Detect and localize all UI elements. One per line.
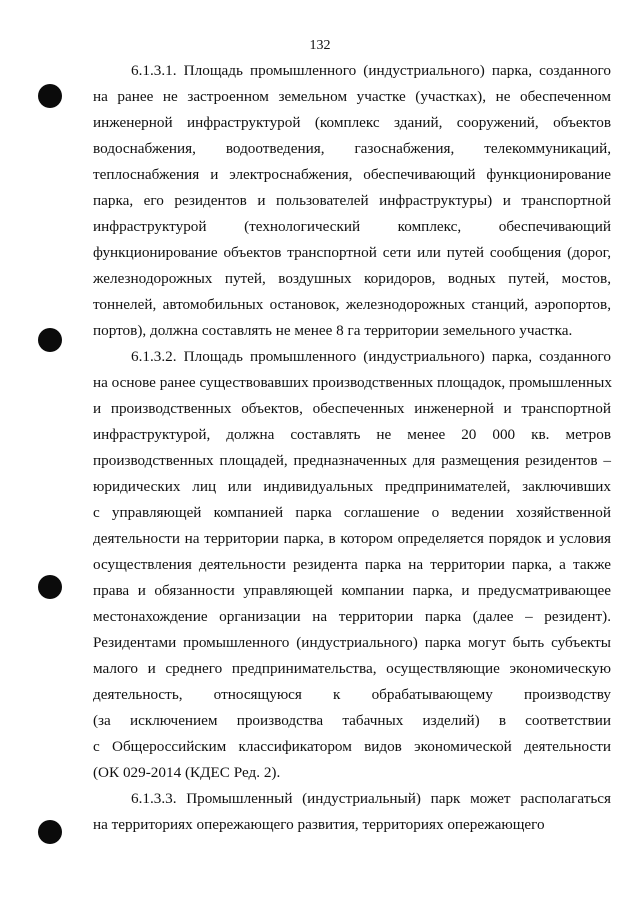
text-line: с управляющей компанией парка соглашение о ведении хозяйственной	[93, 504, 611, 521]
text-line: деятельность, относящуюся к обрабатывающему производству	[93, 686, 611, 703]
text-line: деятельности на территории парка, в котором определяется порядок и условия	[93, 530, 611, 547]
text-line: юридических лиц или индивидуальных предпринимателей, заключивших	[93, 478, 611, 495]
text-line: железнодорожных путей, воздушных коридоров, водных путей, мостов,	[93, 270, 611, 287]
text-line: 6.1.3.2. Площадь промышленного (индустриального) парка, созданного	[131, 348, 611, 365]
text-line: инфраструктурой, должна составлять не менее 20 000 кв. метров	[93, 426, 611, 443]
binder-hole-3	[38, 575, 62, 599]
paragraph-6-1-3-2	[93, 344, 611, 786]
text-line: 6.1.3.1. Площадь промышленного (индустриального) парка, созданного	[131, 62, 611, 79]
text-line: на ранее не застроенном земельном участке (участках), не обеспеченном	[93, 88, 611, 105]
binder-hole-1	[38, 84, 62, 108]
text-line: (за исключением производства табачных изделий) в соответствии	[93, 712, 611, 729]
text-line: с Общероссийским классификатором видов экономической деятельности	[93, 738, 611, 755]
paragraph-6-1-3-1	[93, 58, 611, 344]
text-line: права и обязанности управляющей компании парка, и предусматривающее	[93, 582, 611, 599]
text-line: теплоснабжения и электроснабжения, обеспечивающий функционирование	[93, 166, 611, 183]
text-line: 6.1.3.3. Промышленный (индустриальный) парк может располагаться	[131, 790, 611, 807]
text-line: портов), должна составлять не менее 8 га территории земельного участка.	[93, 322, 573, 339]
paragraph-6-1-3-3	[93, 786, 611, 838]
text-line: на основе ранее существовавших производственных площадок, промышленных	[93, 374, 612, 391]
text-line: малого и среднего предпринимательства, осуществляющие экономическую	[93, 660, 611, 677]
text-line: тоннелей, автомобильных остановок, железнодорожных станций, аэропортов,	[93, 296, 611, 313]
binder-hole-4	[38, 820, 62, 844]
text-line: Резидентами промышленного (индустриального) парка могут быть субъекты	[93, 634, 611, 651]
text-line: (ОК 029-2014 (КДЕС Ред. 2).	[93, 764, 281, 781]
text-line: водоснабжения, водоотведения, газоснабжения, телекоммуникаций,	[93, 140, 611, 157]
text-line: инженерной инфраструктурой (комплекс зданий, сооружений, объектов	[93, 114, 611, 131]
text-line: парка, его резидентов и пользователей инфраструктуры) и транспортной	[93, 192, 611, 209]
text-line: инфраструктурой (технологический комплекс, обеспечивающий	[93, 218, 611, 235]
text-line: осуществления деятельности резидента парка на территории парка, а также	[93, 556, 611, 573]
text-line: производственных площадей, предназначенных для размещения резидентов –	[93, 452, 611, 469]
page-number: 132	[309, 38, 331, 53]
binder-hole-2	[38, 328, 62, 352]
text-line: функционирование объектов транспортной сети или путей сообщения (дорог,	[93, 244, 611, 261]
text-line: на территориях опережающего развития, территориях опережающего	[93, 816, 545, 833]
text-line: местонахождение организации на территории парка (далее – резидент).	[93, 608, 611, 625]
text-line: и производственных объектов, обеспеченных инженерной и транспортной	[93, 400, 611, 417]
document-body	[93, 58, 611, 838]
